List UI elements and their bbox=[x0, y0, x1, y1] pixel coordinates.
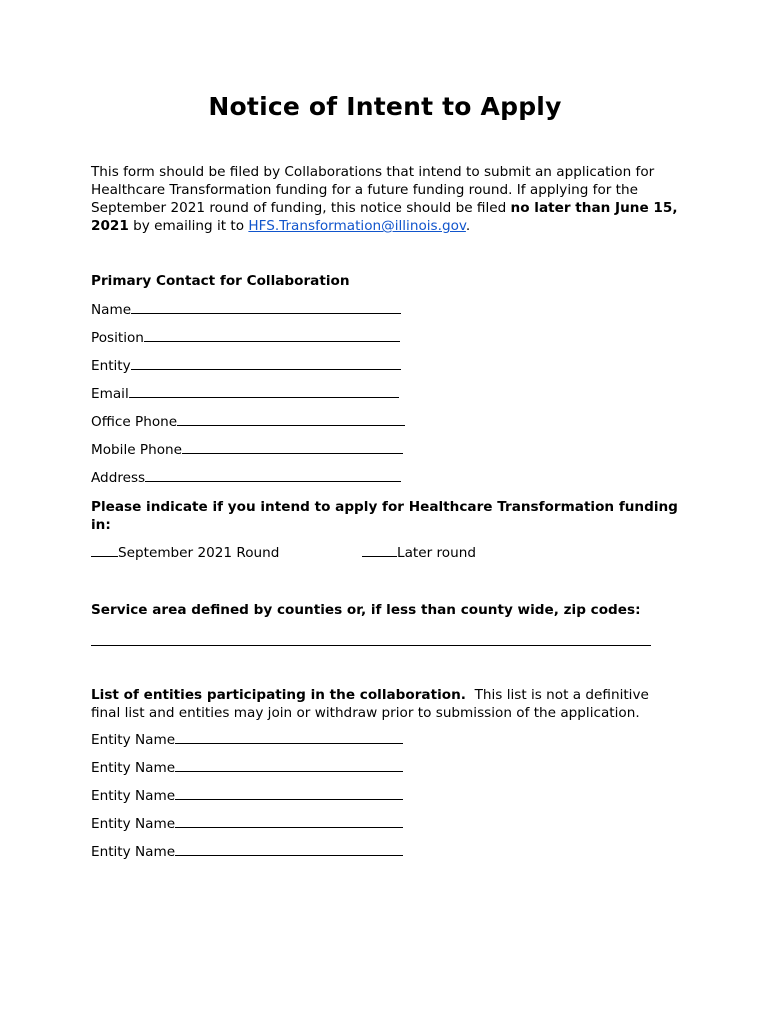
intro-paragraph bbox=[91, 163, 681, 235]
page-title: Notice of Intent to Apply bbox=[208, 92, 562, 121]
later-round-blank[interactable] bbox=[362, 544, 397, 557]
intro-deadline: no later than June 15, 2021 bbox=[91, 200, 678, 234]
entity-name-blank[interactable] bbox=[175, 815, 403, 828]
entity-name-field-4[interactable] bbox=[91, 815, 403, 833]
position-label: Position bbox=[91, 330, 144, 346]
office-phone-field[interactable] bbox=[91, 413, 405, 431]
office-phone-blank[interactable] bbox=[177, 413, 405, 426]
funding-heading: Please indicate if you intend to apply for Healthcare Transformation funding in: bbox=[91, 499, 678, 533]
entity-name-blank[interactable] bbox=[175, 843, 403, 856]
name-blank[interactable] bbox=[131, 301, 401, 314]
entity-name-blank[interactable] bbox=[175, 759, 403, 772]
september-round-option[interactable] bbox=[91, 544, 279, 562]
email-label: Email bbox=[91, 386, 129, 402]
name-field[interactable] bbox=[91, 301, 401, 319]
september-round-label: September 2021 Round bbox=[118, 545, 280, 561]
entity-name-label: Entity Name bbox=[91, 788, 176, 804]
intro-text-before: This form should be filed by Collaborations that intend to submit an application for Healthcare Transformation funding for a future funding round. If applying for the September 2021 round of funding, this notice should be filed bbox=[91, 164, 655, 216]
email-blank[interactable] bbox=[129, 385, 399, 398]
entity-name-field-1[interactable] bbox=[91, 731, 403, 749]
address-field[interactable] bbox=[91, 469, 401, 487]
position-blank[interactable] bbox=[144, 329, 400, 342]
entity-name-label: Entity Name bbox=[91, 760, 176, 776]
entity-field[interactable] bbox=[91, 357, 401, 375]
entity-name-field-2[interactable] bbox=[91, 759, 403, 777]
entity-name-label: Entity Name bbox=[91, 816, 176, 832]
intro-text-after: . bbox=[465, 218, 471, 234]
entities-paragraph bbox=[91, 686, 681, 722]
email-field[interactable] bbox=[91, 385, 399, 403]
address-label: Address bbox=[91, 470, 146, 486]
service-area-blank[interactable] bbox=[91, 645, 651, 646]
address-blank[interactable] bbox=[145, 469, 401, 482]
position-field[interactable] bbox=[91, 329, 400, 347]
email-link[interactable]: HFS.Transformation@illinois.gov bbox=[248, 218, 466, 234]
later-round-label: Later round bbox=[397, 545, 476, 561]
entity-name-blank[interactable] bbox=[175, 787, 403, 800]
entities-heading: List of entities participating in the collaboration. bbox=[91, 687, 466, 703]
mobile-phone-blank[interactable] bbox=[182, 441, 403, 454]
entity-name-label: Entity Name bbox=[91, 732, 176, 748]
entity-name-field-3[interactable] bbox=[91, 787, 403, 805]
mobile-phone-field[interactable] bbox=[91, 441, 403, 459]
intro-text-middle: by emailing it to bbox=[128, 218, 249, 234]
mobile-phone-label: Mobile Phone bbox=[91, 442, 183, 458]
primary-contact-heading: Primary Contact for Collaboration bbox=[91, 273, 350, 289]
name-label: Name bbox=[91, 302, 132, 318]
later-round-option[interactable] bbox=[362, 544, 476, 562]
september-round-blank[interactable] bbox=[91, 544, 118, 557]
entity-name-label: Entity Name bbox=[91, 844, 176, 860]
office-phone-label: Office Phone bbox=[91, 414, 178, 430]
entity-label: Entity bbox=[91, 358, 131, 374]
entities-note: This list is not a definitive final list and entities may join or withdraw prior to submission of the application. bbox=[91, 687, 654, 721]
entity-blank[interactable] bbox=[131, 357, 401, 370]
entity-name-blank[interactable] bbox=[175, 731, 403, 744]
service-area-heading: Service area defined by counties or, if less than county wide, zip codes: bbox=[91, 602, 641, 618]
entity-name-field-5[interactable] bbox=[91, 843, 403, 861]
